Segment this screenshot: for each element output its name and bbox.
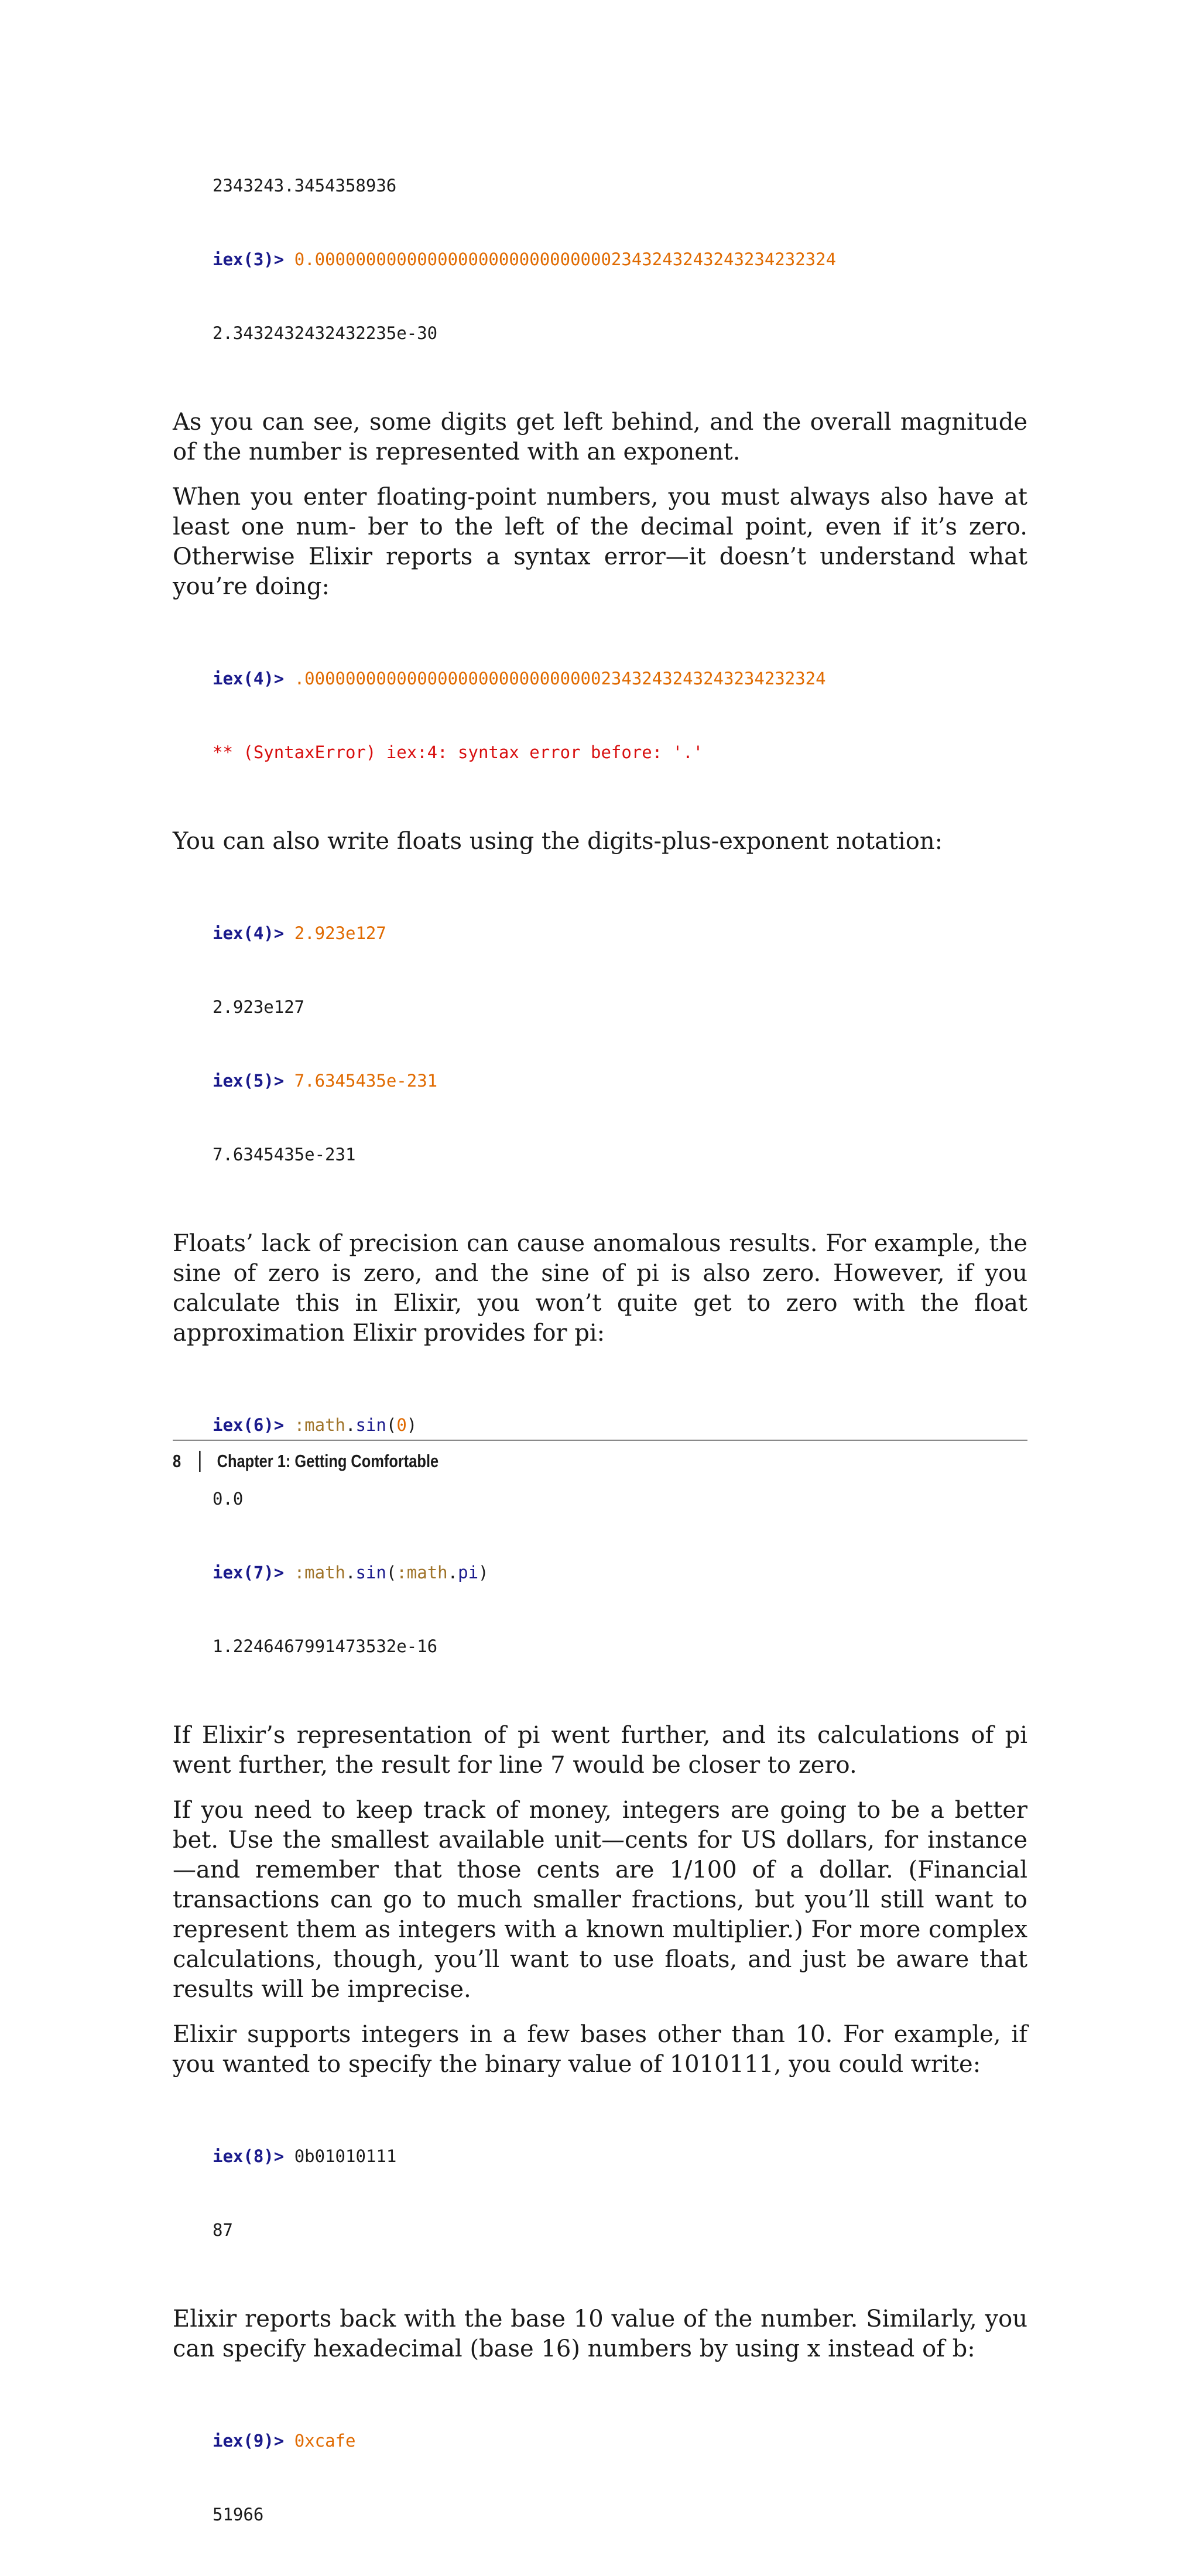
footer-rule [173, 1440, 1027, 1441]
paragraph-pi-representation: If Elixir’s representation of pi went further, and its calculations of pi went further, the result for line 7 would be closer to zero. [173, 1722, 1027, 1779]
paragraph-digits-left-behind: As you can see, some digits get left behind, and the overall magnitude of the number is represented with an exponent. [173, 409, 1027, 465]
code-input-line [213, 666, 1027, 691]
code-error-output: ** (SyntaxError) iex:4: syntax error before: '.' [213, 742, 704, 762]
code-atom: :math [294, 1563, 345, 1582]
code-punct: ( [386, 1415, 397, 1435]
paragraph-float-anomalies: Floats’ lack of precision can cause anomalous results. For example, the sine of zero is zero, and the sine of pi is also zero. However, if you calculate this in Elixir, you won’t quite get to zero with the float approximation Elixir provides for pi: [173, 1230, 1027, 1347]
code-input-line [213, 247, 1027, 272]
paragraph-decimal-point-rule: When you enter floating-point numbers, you must always also have at least one num- ber to the left of the decimal point, even if it’s zero. Otherwise Elixir reports a syntax error—it doesn’t understand what you’re doing: [173, 484, 1027, 600]
code-function: sin [355, 1415, 386, 1435]
code-output: 51966 [213, 2505, 264, 2524]
iex-prompt: iex(9)> [213, 2431, 285, 2451]
paragraph-hexadecimal: Elixir reports back with the base 10 value of the number. Similarly, you can specify hexadecimal (base 16) numbers by using x instead of b: [173, 2306, 1027, 2362]
paragraph-integer-bases: Elixir supports integers in a few bases other than 10. For example, if you wanted to specify the binary value of 1010111, you could write: [173, 2021, 1027, 2078]
code-output: 1.2246467991473532e-16 [213, 1636, 438, 1656]
code-literal: 7.6345435e-231 [294, 1071, 438, 1091]
code-block-float-precision [213, 124, 1027, 395]
code-atom: :math [294, 1415, 345, 1435]
code-input-line [213, 1068, 1027, 1093]
code-input-line [213, 2428, 1027, 2453]
paragraph-exponent-notation: You can also write floats using the digits-plus-exponent notation: [173, 828, 943, 855]
code-punct: . [345, 1563, 356, 1582]
code-block-binary [213, 2095, 1027, 2291]
code-input-text: 0b01010111 [294, 2146, 397, 2166]
code-output: 2.923e127 [213, 997, 305, 1017]
code-literal: 0xcafe [294, 2431, 356, 2451]
iex-prompt: iex(6)> [213, 1415, 285, 1435]
code-literal: 0 [396, 1415, 407, 1435]
code-punct: . [447, 1563, 458, 1582]
code-input-line [213, 1560, 1027, 1585]
code-block-syntax-error [213, 617, 1027, 814]
code-block-hex [213, 2379, 1027, 2576]
page-body [173, 124, 1027, 2576]
code-input-line [213, 921, 1027, 946]
code-punct: ) [406, 1415, 417, 1435]
paragraph-money-integers: If you need to keep track of money, integers are going to be a better bet. Use the smallest available unit—cents for US dollars, for instance—and remember that those cents are 1/100 of a dollar. (Financial transactions can go to much smaller fractions, but you’ll still want to represent them as integers with a known multiplier.) For more complex calculations, though, you’ll want to use floats, and just be aware that results will be imprecise. [173, 1797, 1027, 2003]
iex-prompt: iex(5)> [213, 1071, 285, 1091]
code-literal: 0.000000000000000000000000000002343243243243234232324 [294, 249, 837, 269]
code-function: pi [458, 1563, 479, 1582]
code-punct: ( [386, 1563, 397, 1582]
chapter-title: Chapter 1: Getting Comfortable [217, 1451, 439, 1471]
code-block-exponent [213, 872, 1027, 1216]
code-output: 2343243.3454358936 [213, 176, 397, 196]
iex-prompt: iex(3)> [213, 249, 285, 269]
code-input-line [213, 1413, 1027, 1437]
code-output: 87 [213, 2220, 233, 2240]
code-input-line [213, 2144, 1027, 2169]
iex-prompt: iex(7)> [213, 1563, 285, 1582]
footer-separator [199, 1451, 200, 1472]
code-atom: :math [396, 1563, 448, 1582]
iex-prompt: iex(8)> [213, 2146, 285, 2166]
code-punct: . [345, 1415, 356, 1435]
code-output: 2.3432432432432235e-30 [213, 323, 438, 343]
code-output: 0.0 [213, 1489, 244, 1509]
code-literal: .000000000000000000000000000002343243243243234232324 [294, 669, 826, 688]
page-footer [173, 1451, 439, 1472]
page-number: 8 [173, 1451, 181, 1471]
code-output: 7.6345435e-231 [213, 1145, 356, 1164]
code-function: sin [355, 1563, 386, 1582]
code-punct: ) [478, 1563, 489, 1582]
code-literal: 2.923e127 [294, 923, 386, 943]
iex-prompt: iex(4)> [213, 923, 285, 943]
code-block-sine [213, 1364, 1027, 1708]
iex-prompt: iex(4)> [213, 669, 285, 688]
